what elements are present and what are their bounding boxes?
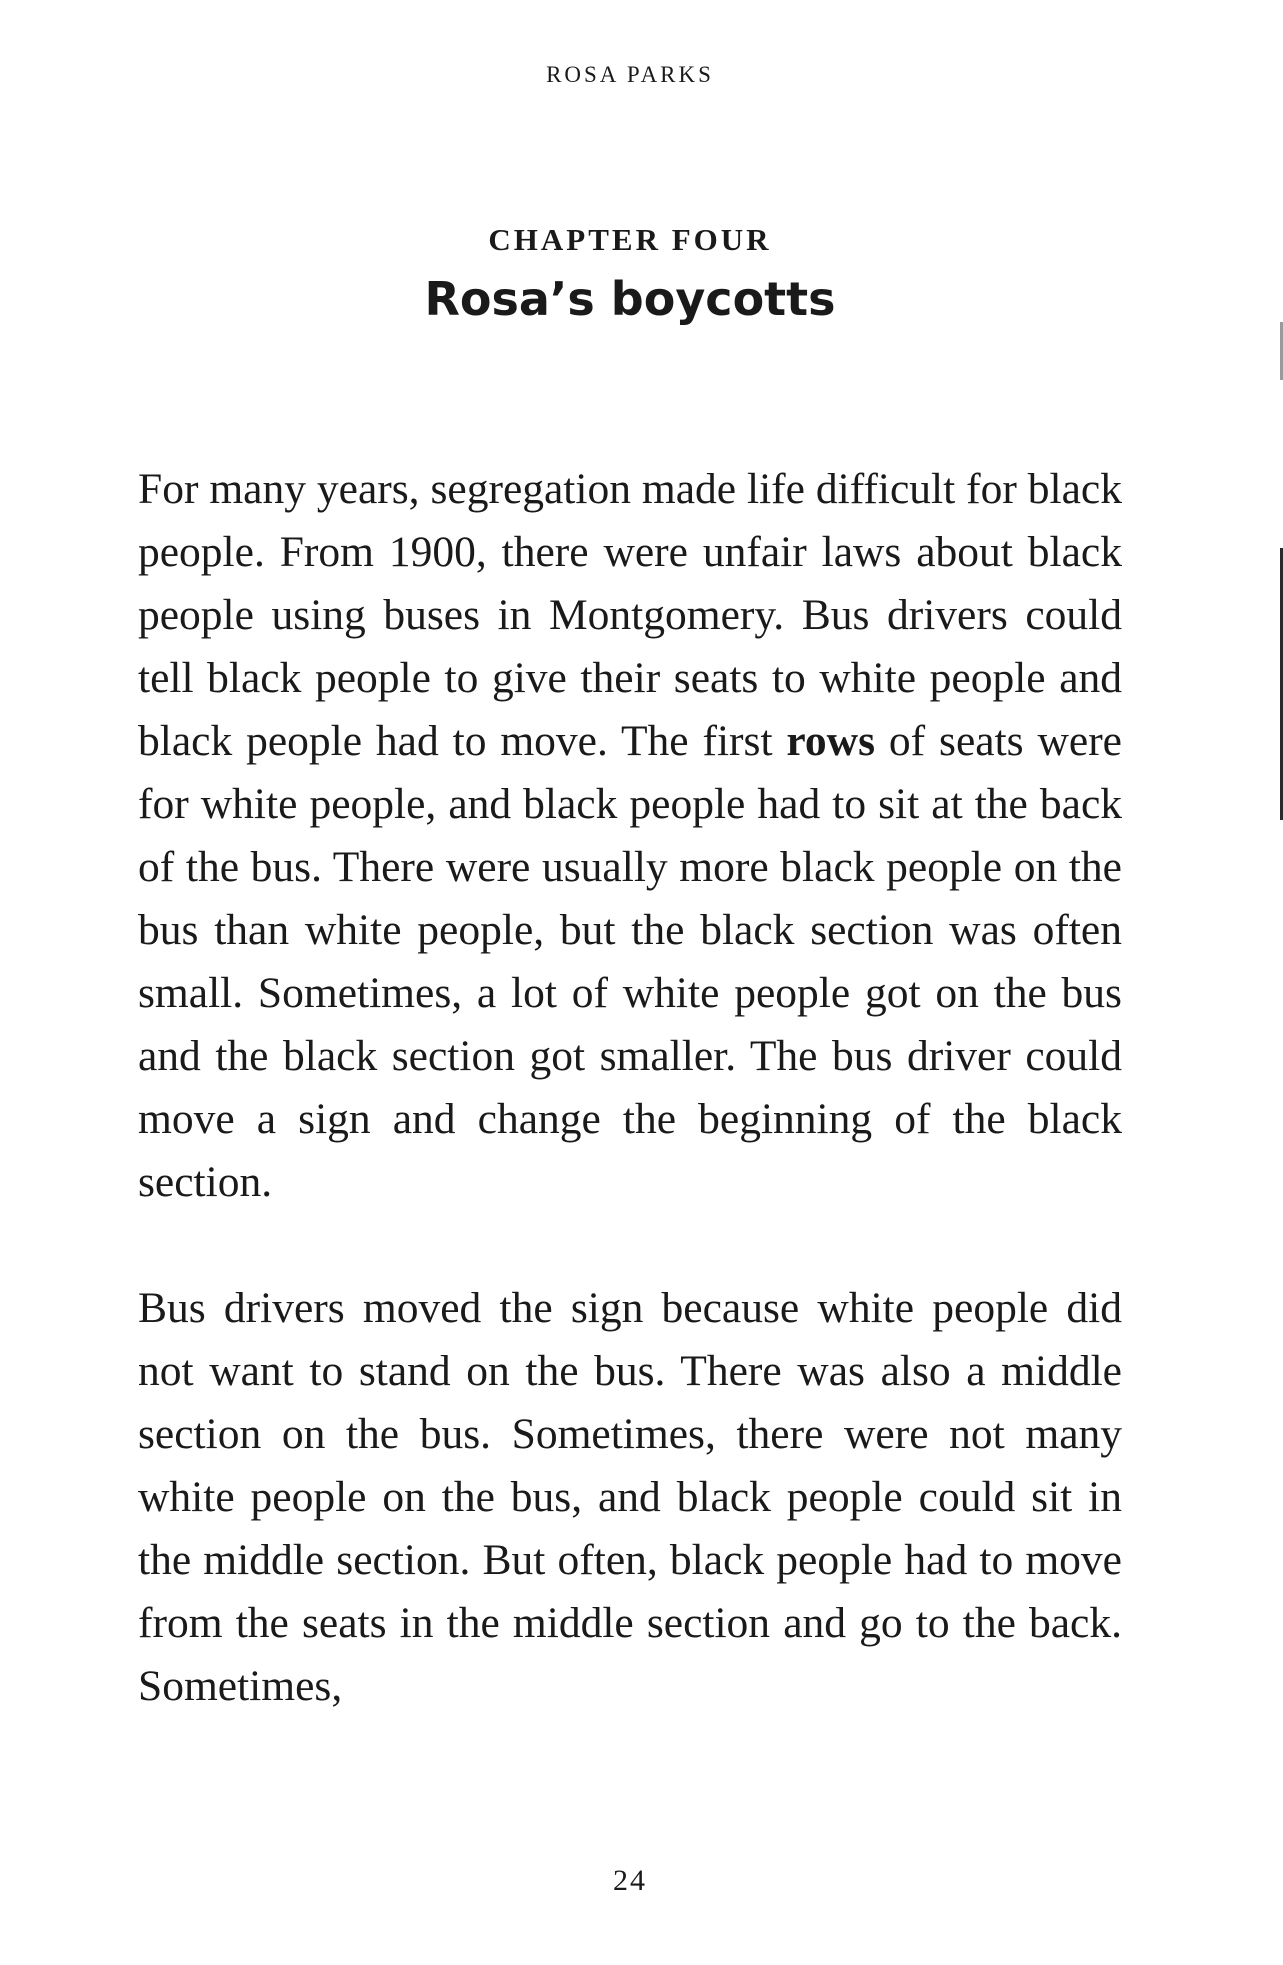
- chapter-label: CHAPTER FOUR: [488, 222, 772, 257]
- paragraph-1-start: For many years, segregation made life difficult for black people. From 1900, there were unfair laws about black people using buses in Montgomery. Bus drivers could tell black people to give their seats to white people and black people had to move. The first: [138, 465, 1122, 765]
- glossary-term-rows: rows: [786, 717, 876, 765]
- body-text: [138, 458, 1122, 1718]
- chapter-title: Rosa’s boycotts: [424, 272, 836, 326]
- paragraph-1: [138, 458, 1122, 1214]
- paragraph-1-end: of seats were for white people, and black people had to sit at the back of the bus. There were usually more black people on the bus than white people, but the black section was often small. Sometimes, a lot of white people got on the bus and the black section got smaller. The bus driver could move a sign and change the beginning of the black section.: [138, 717, 1122, 1206]
- running-head: ROSA PARKS: [546, 62, 714, 87]
- paragraph-2: Bus drivers moved the sign because white people did not want to stand on the bus. There was also a middle section on the bus. Sometimes, there were not many white people on the bus, and black people could sit in the middle section. But often, black people had to move from the seats in the middle section and go to the back. Sometimes,: [138, 1284, 1122, 1710]
- page-number: 24: [613, 1864, 647, 1897]
